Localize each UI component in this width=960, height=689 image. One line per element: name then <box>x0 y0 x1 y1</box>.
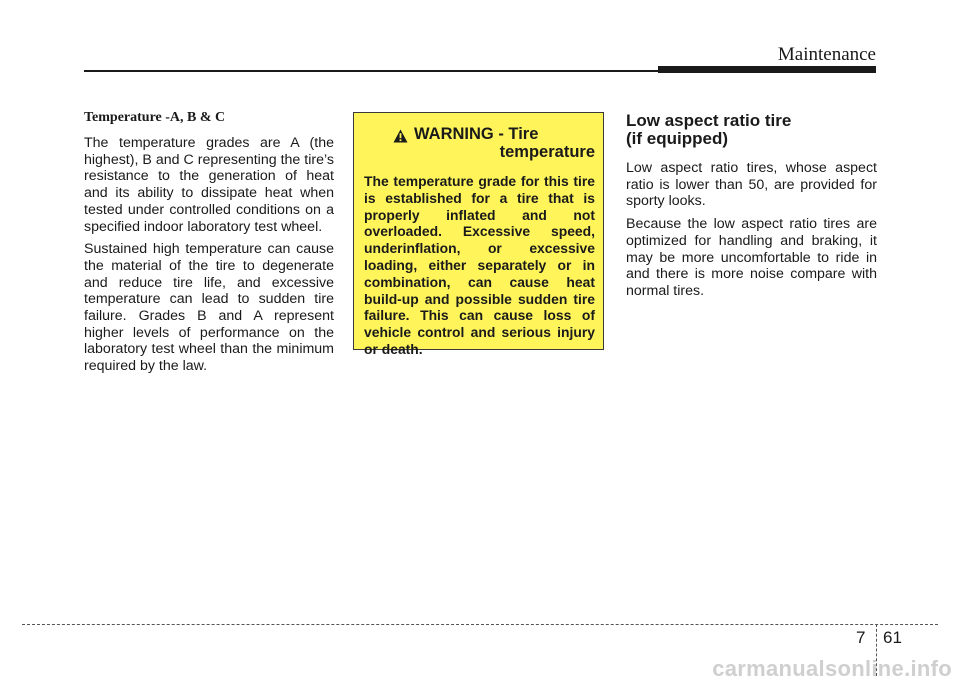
paragraph: Because the low aspect ratio tires are optimized for handling and braking, it may be more uncomfortable to ride in and there is more noise compare with normal tires. <box>626 216 877 299</box>
chapter-number: 7 <box>856 628 866 647</box>
section-title: Maintenance <box>777 44 876 65</box>
warning-title: WARNING - Tire <box>414 125 539 143</box>
watermark: carmanualsonline.info <box>712 656 952 681</box>
warning-header <box>364 121 595 163</box>
heading-line: Low aspect ratio tire <box>626 111 792 130</box>
low-aspect-ratio-heading <box>626 112 877 148</box>
paragraph: Sustained high temperature can cause the material of the tire to degenerate and reduce tire life, and excessive temperature can lead to sudden tire failure. Grades B and A represent higher levels of performance on the laboratory test wheel than the minimum required by the law. <box>84 241 334 375</box>
footer-rule <box>22 624 938 625</box>
warning-body: The temperature grade for this tire is established for a tire that is properly inflated and not overloaded. Excessive speed, underinflation, or excessive loading, either separately or in combination, can cause heat build-up and possible sudden tire failure. This can cause loss of vehicle control and serious injury or death. <box>364 173 595 357</box>
left-column <box>84 108 334 381</box>
warning-triangle-icon <box>393 129 408 143</box>
page-number: 61 <box>883 628 902 647</box>
paragraph: The temperature grades are A (the highest), B and C representing the tire’s resistance to the generation of heat and its ability to dissipate heat when tested under controlled conditions on a specified indoor laboratory test wheel. <box>84 135 334 235</box>
right-column <box>626 108 877 306</box>
temperature-subheading: Temperature -A, B & C <box>84 110 226 125</box>
header-rule-accent <box>658 66 876 73</box>
paragraph: Low aspect ratio tires, whose aspect ratio is lower than 50, are provided for sporty looks. <box>626 160 877 210</box>
warning-title-continued: temperature <box>499 143 595 161</box>
heading-line: (if equipped) <box>626 129 728 148</box>
header-rule <box>84 70 660 72</box>
warning-box <box>353 112 604 357</box>
